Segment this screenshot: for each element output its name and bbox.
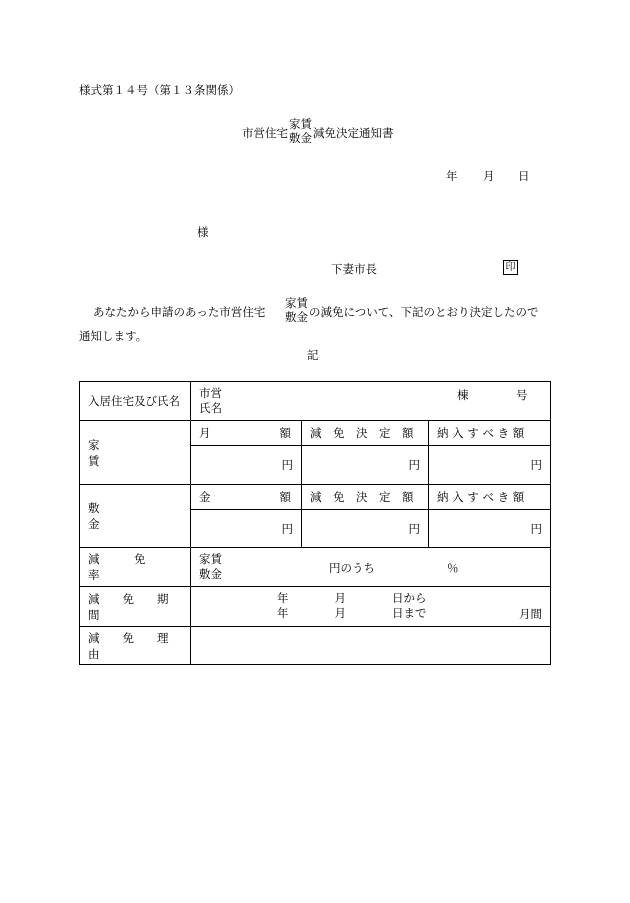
- period-row: [80, 587, 551, 627]
- rate-upper: 家賃: [199, 552, 222, 566]
- rent-col-payable: 納 入 す べ き 額: [429, 421, 551, 446]
- reason-label: 減 免 理 由: [80, 627, 191, 665]
- issuer-name: 下妻市長: [331, 262, 377, 276]
- ki-heading: 記: [307, 348, 319, 362]
- rent-col-monthly: 月 額: [191, 421, 302, 446]
- title-suffix: 減免決定通知書: [313, 126, 394, 140]
- title-stack: [289, 117, 312, 145]
- form-number: 様式第１４号（第１３条関係）: [79, 83, 240, 97]
- rate-cell: [191, 548, 551, 587]
- deposit-label: 敷 金: [80, 485, 191, 548]
- period-cell: [191, 587, 551, 627]
- deposit-payable-yen: 円: [429, 510, 551, 548]
- body-lower: 敷金: [285, 310, 308, 324]
- resident-city: 市営: [199, 386, 222, 400]
- rate-label: 減 免 率: [80, 548, 191, 587]
- rate-lower: 敷金: [199, 567, 222, 581]
- rent-col-reduction: 減 免 決 定 額: [302, 421, 429, 446]
- date-day: 日: [518, 169, 530, 183]
- date-month: 月: [483, 169, 495, 183]
- period-months: 月間: [519, 607, 542, 621]
- body-line2: 通知します。: [79, 329, 148, 343]
- body-stack: [285, 296, 308, 324]
- period-to: 年 月 日まで: [277, 606, 427, 620]
- period-label: 減 免 期 間: [80, 587, 191, 627]
- title-lower: 敷金: [289, 131, 312, 145]
- decision-table: [79, 381, 551, 665]
- rent-reduction-yen: 円: [302, 446, 429, 485]
- rent-payable-yen: 円: [429, 446, 551, 485]
- deposit-col-payable: 納 入 す べ き 額: [429, 485, 551, 510]
- body-upper: 家賃: [285, 296, 308, 310]
- deposit-col-amount: 金 額: [191, 485, 302, 510]
- period-stack: [277, 591, 427, 621]
- deposit-header-row: [80, 485, 551, 510]
- rent-monthly-yen: 円: [191, 446, 302, 485]
- rate-row: [80, 548, 551, 587]
- resident-number: 号: [516, 388, 528, 402]
- deposit-col-reduction: 減 免 決 定 額: [302, 485, 429, 510]
- rate-yen-of: 円のうち: [329, 561, 375, 575]
- reason-cell: [191, 627, 551, 665]
- body-after: の減免について、下記のとおり決定したので: [309, 305, 539, 319]
- reason-row: [80, 627, 551, 665]
- resident-row: [80, 382, 551, 421]
- title-upper: 家賃: [289, 117, 312, 131]
- resident-name: 氏名: [199, 401, 222, 415]
- deposit-reduction-yen: 円: [302, 510, 429, 548]
- title-prefix: 市営住宅: [242, 126, 288, 140]
- body-before: あなたから申請のあった市営住宅: [93, 305, 266, 319]
- deposit-amount-yen: 円: [191, 510, 302, 548]
- rate-percent: ％: [447, 561, 459, 575]
- rent-label: 家 賃: [80, 421, 191, 485]
- rent-header-row: [80, 421, 551, 446]
- addressee-suffix: 様: [197, 225, 209, 239]
- resident-cell: [191, 382, 551, 421]
- rate-stack: [199, 552, 222, 582]
- resident-building: 棟: [457, 388, 469, 402]
- resident-label: 入居住宅及び氏名: [80, 382, 191, 421]
- date-year: 年: [446, 169, 458, 183]
- resident-fields: [199, 386, 222, 416]
- period-from: 年 月 日から: [277, 591, 427, 605]
- seal-mark: 印: [503, 260, 518, 275]
